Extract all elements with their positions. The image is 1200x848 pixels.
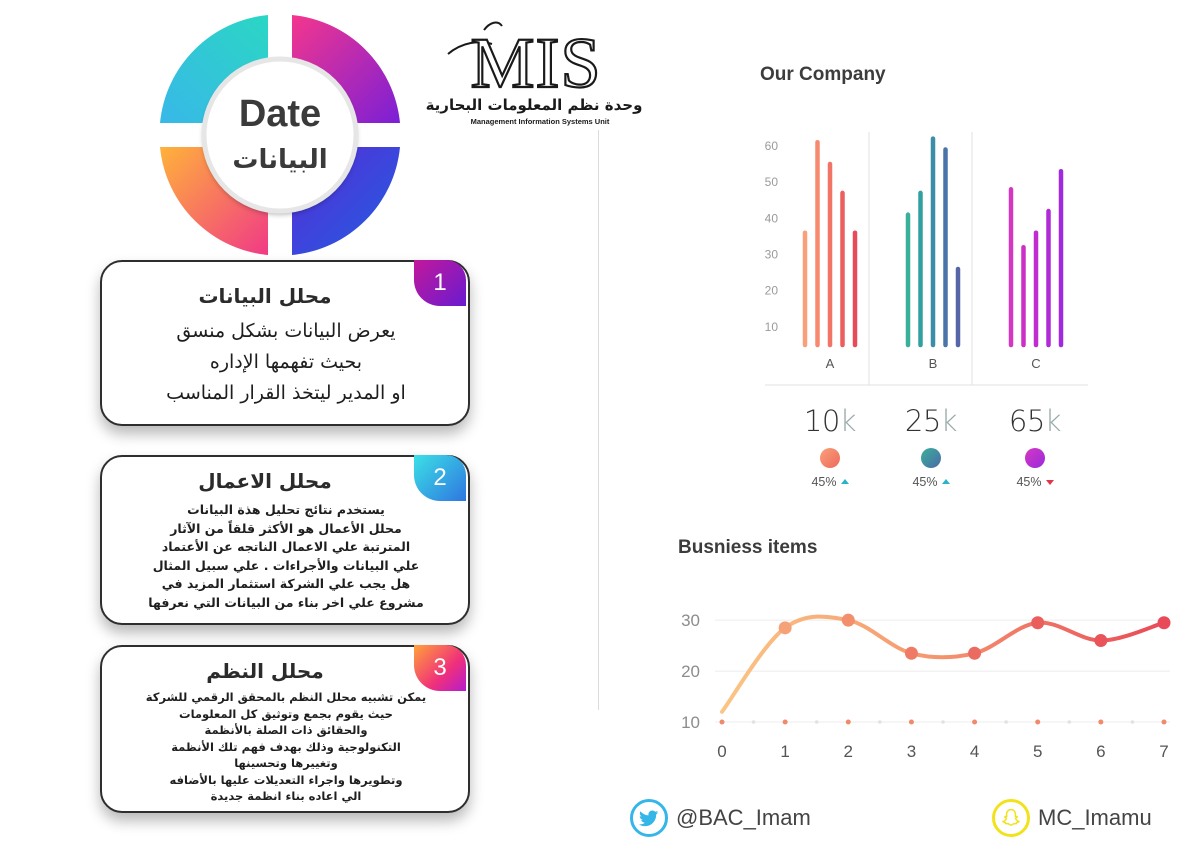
y-tick-label: 30 xyxy=(681,611,700,631)
data-point xyxy=(905,647,918,660)
card-line: المترتبة علي الاعمال الناتجه عن الأعتماد xyxy=(161,539,411,554)
baseline-dot xyxy=(720,720,725,725)
stat-value: 65k xyxy=(1008,404,1062,438)
company-stat-a xyxy=(785,404,875,489)
data-point xyxy=(968,647,981,660)
company-stat-c xyxy=(990,404,1080,489)
card-body xyxy=(116,316,456,409)
baseline-dot xyxy=(909,720,914,725)
trend-up-icon xyxy=(841,479,849,484)
card-line: التكنولوجية وذلك بهدف فهم تلك الأنظمة xyxy=(171,739,401,754)
data-point xyxy=(779,621,792,634)
card-body xyxy=(116,689,456,805)
mis-logo-arabic: وحدة نظم المعلومات البحارية xyxy=(425,96,643,114)
snapchat-icon xyxy=(992,799,1030,837)
y-tick-label: 60 xyxy=(764,138,778,153)
card-line: وتغييرها وتحسينها xyxy=(234,756,338,770)
trend-down-icon xyxy=(1046,480,1054,485)
card-line: علي البيانات والأجراءات . علي سبيل المثال xyxy=(152,557,420,573)
company-chart-title: Our Company xyxy=(760,64,886,85)
card-line: محلل الأعمال هو الأكثر قلقاً من الآثار xyxy=(170,520,402,536)
y-tick-label: 20 xyxy=(681,662,700,682)
stat-percent: 45% xyxy=(785,475,875,489)
donut-subtitle: البيانات xyxy=(232,145,328,175)
business-chart-title: Busniess items xyxy=(678,537,818,558)
donut-title: Date xyxy=(238,93,322,135)
company-bar-chart xyxy=(740,120,1100,400)
data-logo-donut xyxy=(155,10,405,260)
x-tick-label: 2 xyxy=(843,742,854,761)
baseline-dot xyxy=(1162,720,1167,725)
y-tick-label: 10 xyxy=(764,319,778,334)
card-data-analyst xyxy=(100,260,470,426)
card-systems-analyst xyxy=(100,645,470,813)
twitter-icon xyxy=(630,799,668,837)
x-tick-label: 3 xyxy=(906,742,917,761)
y-tick-label: 20 xyxy=(764,283,778,298)
card-line: هل يجب علي الشركة استثمار المزيد في xyxy=(161,576,411,591)
x-category-label: B xyxy=(928,356,938,371)
stat-percent: 45% xyxy=(886,475,976,489)
stat-color-dot xyxy=(1025,448,1045,468)
baseline-dot xyxy=(1131,720,1135,724)
x-tick-label: 1 xyxy=(780,742,790,761)
baseline-dot xyxy=(846,720,851,725)
card-line: حيث يقوم بجمع وتوثيق كل المعلومات xyxy=(179,706,393,721)
card-title: محلل البيانات xyxy=(198,284,332,308)
twitter-handle-text: @BAC_Imam xyxy=(676,805,811,830)
mis-logo-letters: MIS xyxy=(470,23,602,103)
card-number-badge: 3 xyxy=(414,645,466,691)
baseline-dot xyxy=(878,720,882,724)
twitter-handle[interactable] xyxy=(630,798,811,838)
x-tick-label: 7 xyxy=(1159,742,1169,761)
card-line: او المدير ليتخذ القرار المناسب xyxy=(166,382,406,404)
x-tick-label: 4 xyxy=(969,742,980,761)
card-number-badge: 1 xyxy=(414,260,466,306)
baseline-dot xyxy=(1004,720,1008,724)
x-category-label: A xyxy=(825,356,835,371)
baseline-dot xyxy=(1098,720,1103,725)
company-stat-b xyxy=(886,404,976,489)
stat-percent: 45% xyxy=(990,475,1080,489)
x-tick-label: 0 xyxy=(717,742,727,761)
stat-value: 10k xyxy=(803,404,857,438)
card-title: محلل النظم xyxy=(206,659,324,683)
y-tick-label: 50 xyxy=(764,175,778,190)
business-line-chart xyxy=(660,590,1180,770)
stat-color-dot xyxy=(921,448,941,468)
card-line: بحيث تفهمها الإداره xyxy=(209,351,363,373)
trend-up-icon xyxy=(942,479,950,484)
x-category-label: C xyxy=(1031,356,1041,371)
stat-color-dot xyxy=(820,448,840,468)
mis-logo xyxy=(425,12,643,132)
card-line: وتطويرها واجراء التعديلات عليها بالأضافه xyxy=(169,772,403,787)
data-point xyxy=(1158,616,1171,629)
data-point xyxy=(842,614,855,627)
card-line: يستخدم نتائج تحليل هذة البيانات xyxy=(187,502,385,517)
card-number-badge: 2 xyxy=(414,455,466,501)
y-tick-label: 30 xyxy=(764,247,778,262)
snapchat-handle-text: MC_Imamu xyxy=(1038,805,1152,830)
snapchat-handle[interactable] xyxy=(992,798,1152,838)
card-title: محلل الاعمال xyxy=(198,469,332,493)
card-line: يمكن تشبيه محلل النظم بالمحقق الرقمي للشركة xyxy=(145,690,427,704)
stat-value: 25k xyxy=(904,404,958,438)
baseline-dot xyxy=(1067,720,1071,724)
data-point xyxy=(1094,634,1107,647)
card-body xyxy=(116,501,456,612)
baseline-dot xyxy=(815,720,819,724)
baseline-dot xyxy=(783,720,788,725)
vertical-divider xyxy=(598,130,599,710)
card-line: الي اعاده بناء انظمة جديدة xyxy=(210,789,362,803)
baseline-dot xyxy=(752,720,756,724)
mis-logo-english: Management Information Systems Unit xyxy=(470,117,610,126)
card-line: مشروع علي اخر بناء من البيانات التي نعرفها xyxy=(148,594,424,610)
x-tick-label: 5 xyxy=(1032,742,1043,761)
x-tick-label: 6 xyxy=(1096,742,1106,761)
baseline-dot xyxy=(972,720,977,725)
baseline-dot xyxy=(941,720,945,724)
card-line: والحقائق ذات الصلة بالأنظمة xyxy=(204,723,368,737)
card-business-analyst xyxy=(100,455,470,625)
card-line: يعرض البيانات بشكل منسق xyxy=(176,320,396,342)
y-tick-label: 10 xyxy=(681,713,700,732)
baseline-dot xyxy=(1035,720,1040,725)
y-tick-label: 40 xyxy=(764,211,778,226)
data-point xyxy=(1031,616,1044,629)
